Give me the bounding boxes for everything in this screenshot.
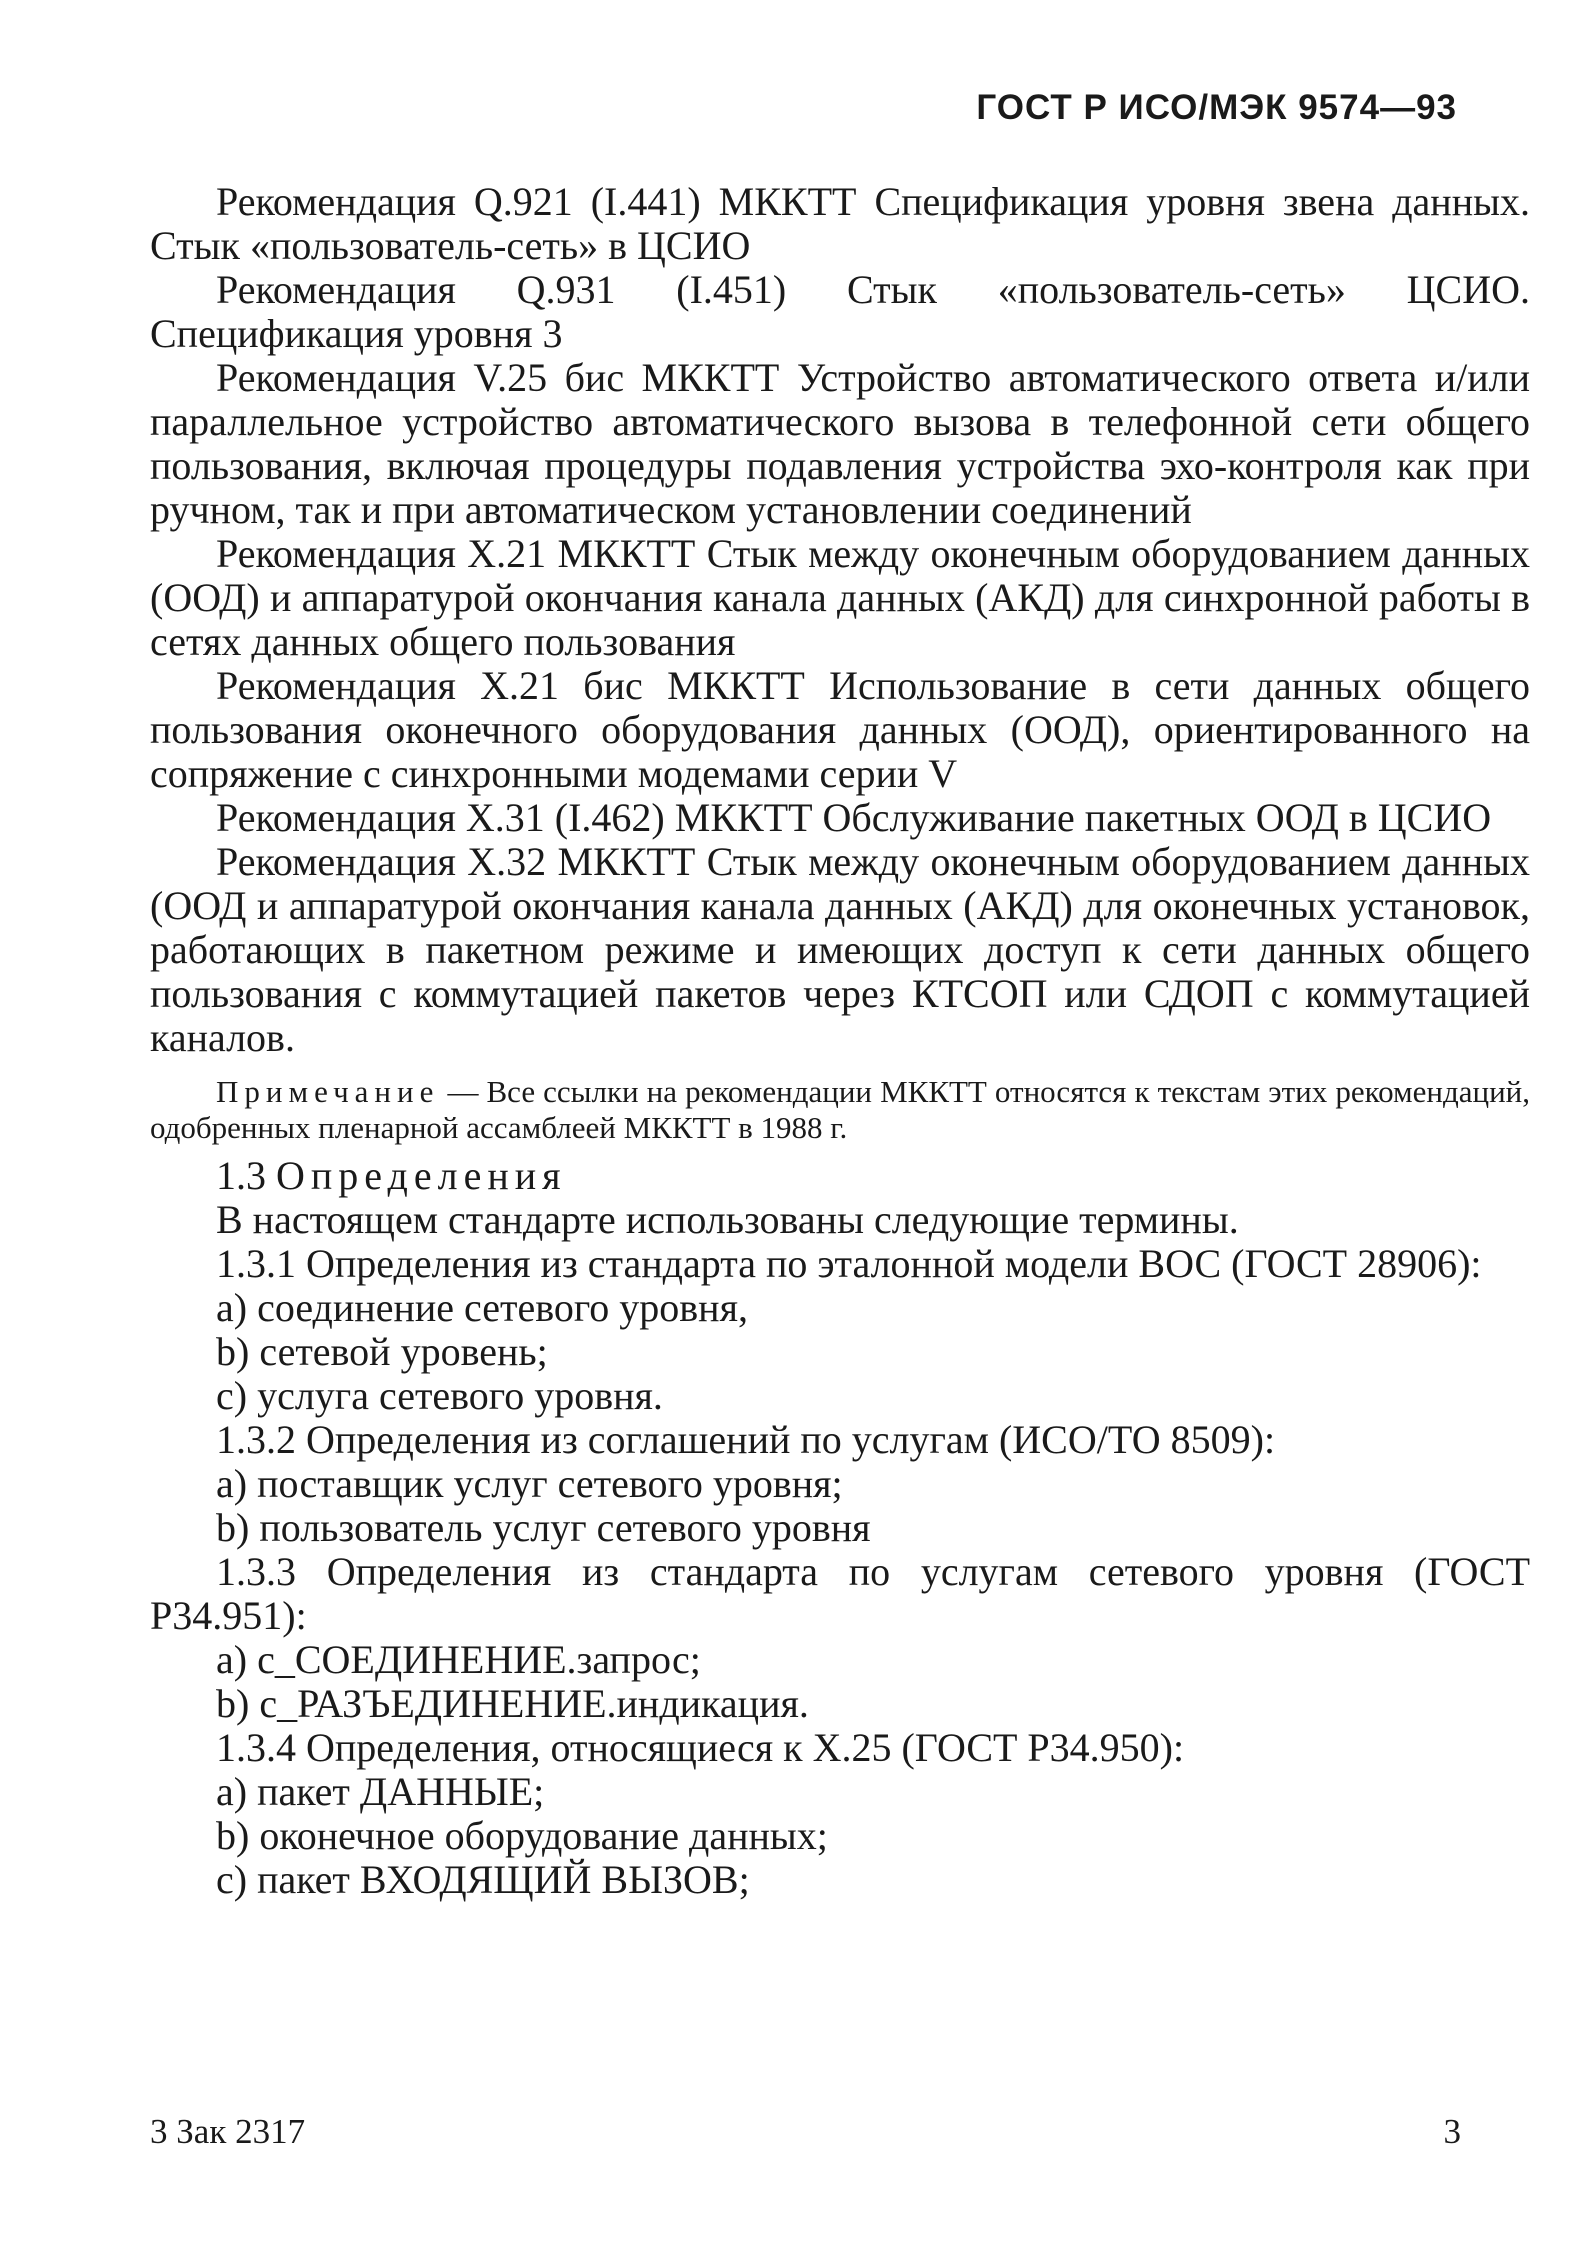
list-item: а) пакет ДАННЫЕ; xyxy=(216,1769,545,1814)
subsection-1-3-1: 1.3.1 Определения из стандарта по эталонной модели ВОС (ГОСТ 28906): xyxy=(216,1241,1482,1286)
list-item: b) с_РАЗЪЕДИНЕНИЕ.индикация. xyxy=(216,1681,809,1726)
list-item: с) услуга сетевого уровня. xyxy=(216,1373,663,1418)
order-number: 3 Зак 2317 xyxy=(150,2112,306,2151)
note-label: Примечание xyxy=(216,1074,440,1109)
subsection-1-3-3: 1.3.3 Определения из стандарта по услугам сетевого уровня (ГОСТ Р34.951): xyxy=(150,1549,1530,1638)
reference-q921: Рекомендация Q.921 (I.441) МККТТ Спецификация уровня звена данных. Стык «пользователь-сеть» в ЦСИО xyxy=(150,179,1530,268)
reference-x32: Рекомендация X.32 МККТТ Стык между оконечным оборудованием данных (ООД и аппаратурой окончания канала данных (АКД) для оконечных установок, работающих в пакетном режиме и имеющих доступ к сети данных общего пользования с коммутацией пакетов через КТСОП или СДОП с коммутацией каналов. xyxy=(150,839,1530,1060)
subsection-1-3-2: 1.3.2 Определения из соглашений по услугам (ИСО/ТО 8509): xyxy=(216,1417,1276,1462)
list-item: b) сетевой уровень; xyxy=(216,1329,548,1374)
reference-x21bis: Рекомендация X.21 бис МККТТ Использование в сети данных общего пользования оконечного оборудования данных (ООД), ориентированного на сопряжение с синхронными модемами серии V xyxy=(150,663,1530,796)
page-number: 3 xyxy=(1443,2112,1461,2151)
list-item: а) соединение сетевого уровня, xyxy=(216,1285,748,1330)
note xyxy=(150,1074,1530,1146)
reference-v25bis: Рекомендация V.25 бис МККТТ Устройство автоматического ответа и/или параллельное устройство автоматического вызова в телефонной сети общего пользования, включая процедуры подавления устройства эхо-контроля как при ручном, так и при автоматическом установлении соединений xyxy=(150,355,1530,532)
section-intro: В настоящем стандарте использованы следующие термины. xyxy=(216,1197,1239,1242)
list-item: b) оконечное оборудование данных; xyxy=(216,1813,828,1858)
subsection-1-3-4: 1.3.4 Определения, относящиеся к X.25 (ГОСТ Р34.950): xyxy=(216,1725,1185,1770)
note-text: — Все ссылки на рекомендации МККТТ относятся к текстам этих рекомендаций, одобренных пленарной ассамблеей МККТТ в 1988 г. xyxy=(150,1074,1530,1145)
page-body xyxy=(150,180,1530,1902)
document-header: ГОСТ Р ИСО/МЭК 9574—93 xyxy=(976,88,1457,127)
reference-x21: Рекомендация X.21 МККТТ Стык между оконечным оборудованием данных (ООД) и аппаратурой окончания канала данных (АКД) для синхронной работы в сетях данных общего пользования xyxy=(150,531,1530,664)
reference-x31: Рекомендация X.31 (I.462) МККТТ Обслуживание пакетных ООД в ЦСИО xyxy=(216,795,1492,840)
list-item: а) с_СОЕДИНЕНИЕ.запрос; xyxy=(216,1637,701,1682)
reference-q931: Рекомендация Q.931 (I.451) Стык «пользователь-сеть» ЦСИО. Спецификация уровня 3 xyxy=(150,267,1530,356)
section-title: Определения xyxy=(276,1153,567,1198)
list-item: с) пакет ВХОДЯЩИЙ ВЫЗОВ; xyxy=(216,1857,750,1902)
list-item: b) пользователь услуг сетевого уровня xyxy=(216,1505,871,1550)
section-heading xyxy=(150,1154,1530,1198)
list-item: а) поставщик услуг сетевого уровня; xyxy=(216,1461,843,1506)
section-number: 1.3 xyxy=(216,1153,266,1198)
